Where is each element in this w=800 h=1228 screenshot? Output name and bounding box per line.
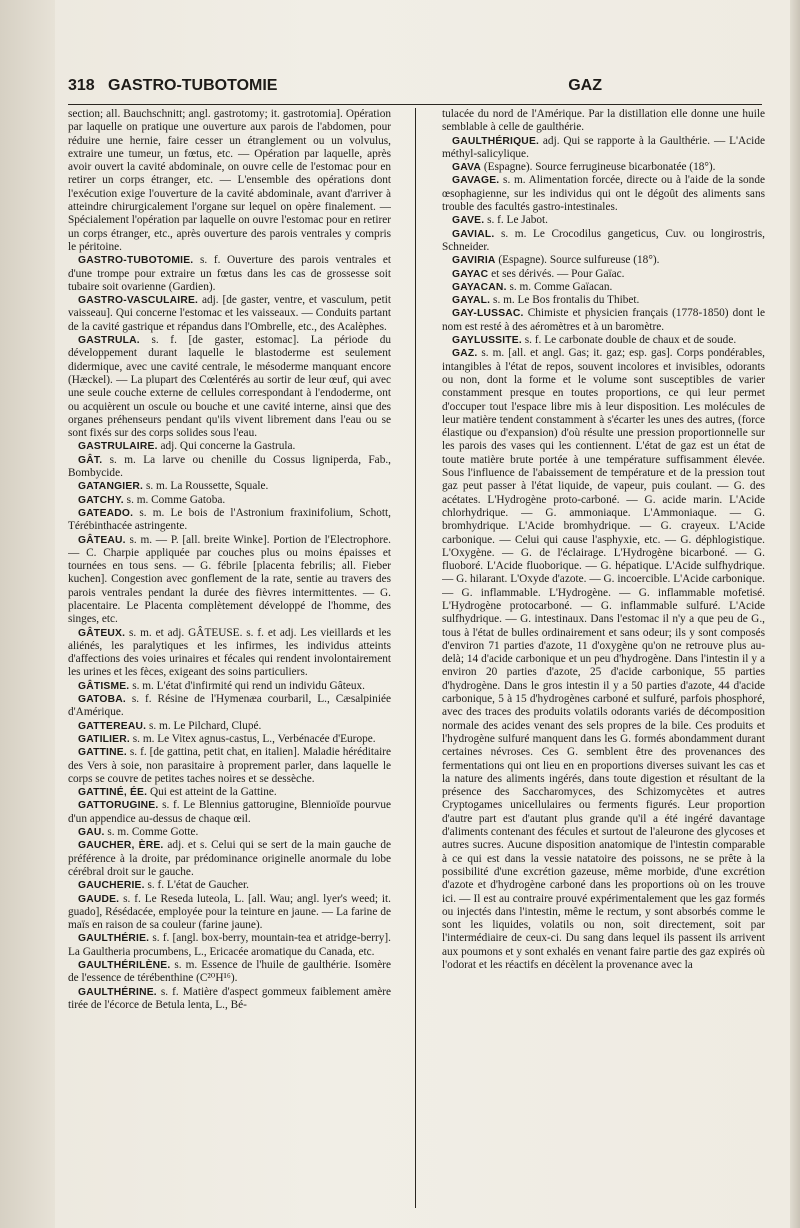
entry-headword: GATCHY.	[78, 494, 124, 506]
entry-text: s. m. La Roussette, Squale.	[143, 480, 269, 493]
entry-headword: GASTRULAIRE.	[78, 441, 158, 453]
dictionary-entry	[442, 281, 765, 294]
entry-headword: GATANGIER.	[78, 481, 144, 493]
running-header	[68, 77, 762, 101]
entry-text: Chimiste et physicien français (1778-1850) dont le nom est resté à des aéromètres et à un baromètre.	[442, 307, 765, 333]
entry-headword: GASTRULA.	[78, 335, 140, 347]
dictionary-entry	[68, 294, 391, 334]
entry-headword: GAUCHER, ÈRE.	[78, 840, 164, 852]
entry-text: section; all. Bauchschnitt; angl. gastrotomy; it. gastrotomia]. Opération par laquelle on pratique une ouverture aux parois de l'abdomen, pour réduire une hernie, faire cesser un étranglement ou un volvulus, extraire une tumeur, un fœtus, etc. — Opération par laquelle, après avoir ouvert la cavité abdominale, on ouvre celle de l'estomac pour en retirer un corps étranger, etc. — L'ensemble des opérations dont l'exécution exige l'ouverture de la cavité abdominale, avant d'arriver à atteindre chirurgicalement l'organe sur lequel on opère finalement. — Spécialement l'opération par laquelle on ouvre l'estomac pour en retirer un corps étranger, etc., après ouverture des parois ventrales y compris le péritoine.	[68, 108, 391, 253]
header-rule	[68, 104, 762, 105]
dictionary-entry	[68, 440, 391, 453]
entry-headword: GAULTHÉRINE.	[78, 986, 157, 998]
dictionary-entry	[442, 334, 765, 347]
entry-text: s. f. Le Jabot.	[484, 214, 548, 227]
entry-headword: GAYAL.	[452, 295, 491, 307]
dictionary-entry	[68, 932, 391, 959]
entry-headword: GAUDE.	[78, 893, 120, 905]
entry-headword: GAZ.	[452, 348, 478, 360]
entry-headword: GATTINE.	[78, 747, 127, 759]
entry-text: s. f. [de gaster, estomac]. La période du développement durant laquelle le blastoderme est seulement didermique, avec une cavité centrale, le mésoderme manquant encore (Hæckel). — La plupart des Cœlentérés au sortir de leur œuf, qui avec une seule couche externe de cellules correspondant à l'endoderme, ont ou acquièrent un oscule ou bouche et une cavité interne, ainsi que des organes préhenseurs pendant qu'ils vivent librement dans l'eau ou se sont fixés sur des corps solides sous l'eau.	[68, 334, 391, 440]
entry-headword: GAU.	[78, 827, 105, 839]
dictionary-entry	[68, 733, 391, 746]
entry-text: tulacée du nord de l'Amérique. Par la distillation elle donne une huile semblable à celle de gaulthérie.	[442, 108, 765, 134]
entry-headword: GAY-LUSSAC.	[452, 308, 524, 320]
entry-headword: GATTEREAU.	[78, 720, 147, 732]
entry-text: adj. Qui concerne la Gastrula.	[157, 440, 296, 453]
entry-headword: GAYACAN.	[452, 281, 507, 293]
entry-headword: GATTINÉ, ÉE.	[78, 787, 148, 799]
dictionary-entry	[68, 693, 391, 720]
dictionary-entry	[442, 214, 765, 227]
dictionary-entry	[68, 254, 391, 294]
entry-text: s. m. Le Crocodilus gangeticus, Cuv. ou longirostris, Schneider.	[442, 227, 765, 253]
entry-text: adj. et s. Celui qui se sert de la main gauche de préférence à la droite, par prédominance originelle anormale du lobe cérébral droit sur le gauche.	[68, 839, 391, 878]
entry-headword: GAVA	[452, 162, 482, 174]
dictionary-entry	[442, 135, 765, 162]
dictionary-entry	[442, 347, 765, 972]
entry-text: Qui est atteint de la Gattine.	[147, 786, 277, 799]
dictionary-entry	[68, 454, 391, 481]
entry-headword: GASTRO-VASCULAIRE.	[78, 295, 199, 307]
dictionary-entry	[68, 480, 391, 493]
left-running-title: GASTRO-TUBOTOMIE	[108, 77, 278, 94]
entry-headword: GAVE.	[452, 215, 485, 227]
entry-text: (Espagne). Source sulfureuse (18°).	[495, 254, 660, 267]
dictionary-entry	[68, 746, 391, 786]
entry-headword: GAULTHÉRIQUE.	[452, 135, 540, 147]
entry-headword: GAULTHÉRIE.	[78, 933, 150, 945]
entry-text: s. m. — P. [all. breite Winke]. Portion de l'Electrophore. — C. Charpie appliquée par couches plus ou moins épaisses et tournées en tous sens. — G. fébrile [placenta febrilis; all. Fieber kuchen]. Congestion avec gonflement de la rate, sentie au travers des parois ventrales pendant la durée des fièvres intermittentes. — G. placentaire. Le Placenta complètement développé de l'homme, des singes, etc.	[68, 533, 391, 626]
dictionary-entry	[442, 294, 765, 307]
dictionary-entry	[68, 108, 391, 254]
entry-headword: GATTORUGINE.	[78, 800, 159, 812]
entry-text: s. m. Essence de l'huile de gaulthérie. Isomère de l'essence de térébenthine (C²⁰H¹⁶).	[68, 959, 391, 985]
entry-text: adj. Qui se rapporte à la Gaulthérie. — L'Acide méthyl-salicylique.	[442, 134, 765, 160]
entry-headword: GÂTISME.	[78, 680, 130, 692]
dictionary-entry	[68, 986, 391, 1013]
right-running-title: GAZ	[568, 77, 602, 94]
entry-text: s. f. [angl. box-berry, mountain-tea et atridge-berry]. La Gaultheria procumbens, L., Ericacée aromatique du Canada, etc.	[68, 932, 391, 958]
entry-text: et ses dérivés. — Pour Gaïac.	[488, 267, 625, 280]
dictionary-entry	[68, 494, 391, 507]
dictionary-entry	[68, 507, 391, 534]
dictionary-entry	[68, 893, 391, 933]
entry-headword: GATILIER.	[78, 733, 130, 745]
right-column	[442, 108, 765, 1218]
entry-headword: GÂTEUX.	[78, 627, 126, 639]
dictionary-entry	[442, 174, 765, 214]
entry-text: s. m. Le Vitex agnus-castus, L., Verbénacée d'Europe.	[129, 732, 376, 745]
entry-text: s. m. [all. et angl. Gas; it. gaz; esp. gas]. Corps pondérables, intangibles à l'état de repos, souvent incolores et invisibles, odorants ou non, dont la forme et le volume sont susceptibles de varier constamment presque en toutes proportions, ce qui leur permet d'occuper tout l'espace libre mis à leur disposition. Les molécules de leur matière tendent constamment à s'écarter les unes des autres, (force élastique ou d'expansion) d'où résulte une pression proportionnelle sur les parois des vases qui les contiennent. L'état de gaz est un état de toute matière brute portée à une température suffisamment élevée. Sous l'influence de l'abaissement de température et de la pression tout gaz peut passer à l'état liquide, de vapeur, puis coulant. — G. des acétates. L'Hydrogène proto-carboné. — G. acide marin. L'Acide chlorhydrique. — G. ammoniaque. L'Ammoniaque. — G. bromhydrique. L'Acide bromhydrique. — G. crayeux. L'Acide carbonique. — Celui qui cause l'asphyxie, etc. — G. déphlogistique. L'Oxygène. — G. de l'éclairage. L'Hydrogène bicarboné. — G. fluoboré. L'Acide fluoborique. — G. hépatique. L'Acide sulfhydrique. — G. hilarant. L'Oxyde d'azote. — G. incoercible. L'Acide carbonique. — G. inflammable. L'Hydrogène. — G. inflammable mofetisé. L'Hydrogène protocarboné. — G. inflammable sulfuré. L'Acide sulfhydrique. — G. intestinaux. Dans l'estomac il n'y a que peu de G., tous à l'état de bulles ordinairement et sans odeur; ils y sont composés d'environ 71 parties d'azote, 11 d'oxygène qu'on ne retrouve plus au-delà; 14 d'acide carbonique et un peu d'hydrogène. Dans l'intestin il y a environ 20 parties d'azote, 25 d'acide carbonique, 55 parties d'hydrogène. Dans le gros intestin il y a 50 parties d'azote, 44 d'acide carbonique, 5 à 15 d'hydrogènes carboné et sulfuré, parfois phosphoré, avec des traces des produits volatils odorants variés de décomposition normale des acides venant des sels propres de la bile. Ces produits et l'hydrogène sulfuré manquent dans les G. formés abondamment durant certaines névroses. Ces G. semblent être des provenances des fermentations qui ont lieu en en proportions diverses suivant les cas et la nature des aliments ingérés, dans toute digestion et résultant de la présence des Saccharomyces, des Schizomycètes et autres Cryptogames unicellulaires ou ferments figurés. Leur proportion d'autre part est d'autant plus grande qu'il a été ingéré davantage d'aliments contenant des fécules et surtout de l'aleurone des glycoses et autres sucres. Aucune disposition anatomique de l'intestin comparable à ce qui est dans la vessie natatoire des poissons, ne se prête à la possibilité d'une excrétion gazeuse, même morbide, d'une excrétion d'azote et d'hydrogène carboné dans les proportions où on les trouve ici. — Il est au contraire prouvé expérimentalement que les gaz formés ou injectés dans l'intestin, même le rectum, y sont absorbés comme le sont les liquides, volatils ou non, soit directement, soit par l'intermédiaire de ceux-ci. Du sang dans lequel ils passent ils arrivent aux poumons et y sont exhalés en venant faire partie des gaz expirés où l'odorat et les réactifs en décèlent la provenance avec la	[442, 347, 765, 971]
entry-headword: GAVAGE.	[452, 175, 500, 187]
entry-text: adj. [de gaster, ventre, et vasculum, petit vaisseau]. Qui concerne l'estomac et les vaisseaux. — Conduits partant de la cavité gastrique et répandus dans l'Ombrelle, etc., des Acalèphes.	[68, 294, 391, 333]
dictionary-entry	[442, 307, 765, 334]
entry-text: (Espagne). Source ferrugineuse bicarbonatée (18°).	[481, 161, 716, 174]
entry-text: s. f. Ouverture des parois ventrales et d'une trompe pour extraire un fœtus dans les cas de grossesse soit tubaire soit ovarienne (Gardien).	[68, 254, 391, 293]
entry-headword: GAYLUSSITE.	[452, 335, 522, 347]
entry-headword: GAYAC	[452, 268, 489, 280]
dictionary-entry	[68, 627, 391, 680]
dictionary-entry	[68, 799, 391, 826]
entry-headword: GAVIRIA	[452, 255, 496, 267]
entry-headword: GAUCHERIE.	[78, 880, 145, 892]
entry-text: s. f. [de gattina, petit chat, en italien]. Maladie héréditaire des Vers à soie, non parasitaire à proprement parler, dans laquelle le corps se couvre de petites taches noires et se dessèche.	[68, 746, 391, 785]
dictionary-entry	[442, 161, 765, 174]
dictionary-entry	[442, 108, 765, 135]
entry-text: s. m. et adj. GÂTEUSE. s. f. et adj. Les vieillards et les aliénés, les paralytiques et les infirmes, les individus atteints d'affections des voies urinaires et fécales qui rendent involontairement les urines et les fèces, exigeant des soins particuliers.	[68, 626, 391, 679]
dictionary-entry	[442, 254, 765, 267]
dictionary-entry	[68, 534, 391, 627]
entry-text: s. m. L'état d'infirmité qui rend un individu Gâteux.	[129, 679, 365, 692]
entry-headword: GATOBA.	[78, 694, 126, 706]
entry-text: s. m. Comme Gotte.	[104, 826, 199, 839]
dictionary-entry	[442, 268, 765, 281]
page-number: 318	[68, 77, 95, 94]
entry-text: s. f. Le Blennius gattorugine, Blennioïde pourvue d'un appendice au-dessus de chaque œil.	[68, 799, 391, 825]
entry-text: s. f. L'état de Gaucher.	[144, 879, 249, 892]
entry-headword: GÂT.	[78, 454, 103, 466]
entry-text: s. m. Alimentation forcée, directe ou à l'aide de la sonde œsophagienne, sur les individus qui ont le dégoût des aliments sans trouble des facultés gastro-intestinales.	[442, 174, 765, 214]
entry-headword: GAULTHÉRILÈNE.	[78, 960, 171, 971]
left-column	[68, 108, 391, 1218]
entry-text: s. f. Matière d'aspect gommeux faiblement amère tirée de l'écorce de Betula lenta, L., Bé-	[68, 985, 391, 1011]
dictionary-entry	[442, 228, 765, 255]
entry-text: s. f. Résine de l'Hymenæa courbaril, L., Cæsalpiniée d'Amérique.	[68, 693, 391, 719]
dictionary-entry	[68, 786, 391, 799]
entry-headword: GÂTEAU.	[78, 534, 126, 546]
dictionary-entry	[68, 879, 391, 892]
entry-headword: GAVIAL.	[452, 228, 495, 240]
entry-headword: GATEADO.	[78, 507, 134, 519]
dictionary-entry	[68, 959, 391, 986]
entry-text: s. m. Comme Gatoba.	[123, 493, 226, 506]
entry-text: s. m. Comme Gaïacan.	[506, 280, 613, 293]
entry-text: s. m. Le Bos frontalis du Thibet.	[490, 294, 640, 307]
dictionary-entry	[68, 720, 391, 733]
column-divider	[415, 108, 416, 1208]
entry-text: s. m. Le bois de l'Astronium fraxinifolium, Schott, Térébinthacée astringente.	[68, 506, 391, 533]
dictionary-entry	[68, 826, 391, 839]
entry-text: s. f. Le carbonate double de chaux et de soude.	[521, 334, 737, 347]
dictionary-entry	[68, 334, 391, 440]
dictionary-entry	[68, 839, 391, 879]
entry-text: s. m. La larve ou chenille du Cossus ligniperda, Fab., Bombycide.	[68, 453, 391, 480]
entry-headword: GASTRO-TUBOTOMIE.	[78, 255, 194, 267]
entry-text: s. m. Le Pilchard, Clupé.	[146, 719, 262, 732]
dictionary-entry	[68, 680, 391, 693]
entry-text: s. f. Le Reseda luteola, L. [all. Wau; angl. lyer's weed; it. guado], Résédacée, employée pour la teinture en jaune. — La farine de maïs en raison de sa couleur (farine jaune).	[68, 892, 391, 932]
